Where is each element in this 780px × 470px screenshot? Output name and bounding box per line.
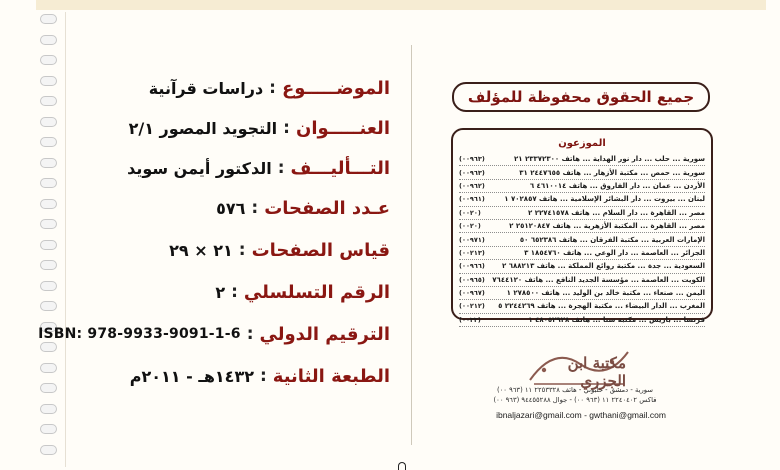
info-colon: :: [259, 366, 267, 386]
distributors-title: الموزعون: [558, 138, 606, 149]
spiral-hole: [40, 76, 57, 86]
spiral-hole: [40, 424, 57, 434]
distributor-row: [459, 166, 705, 179]
info-colon: :: [251, 198, 259, 218]
publisher-logo-text: مكتبة ابن الجزري: [567, 354, 626, 390]
distributor-entry: اليمن ... صنعاء ... مكتبة خالد بن الوليد ... هاتف ٢٧٨٥٠٠ ١: [506, 289, 705, 298]
distributors-box: [451, 128, 713, 324]
distributor-country-code: (٠٠٢٠): [459, 208, 481, 217]
rights-box: [452, 82, 710, 112]
info-label: الترقيم الدولي: [259, 323, 390, 345]
distributor-row: [459, 207, 705, 220]
spiral-hole: [40, 137, 57, 147]
spiral-binding: [40, 14, 60, 464]
distributor-country-code: (٠٠٩٦٦): [459, 262, 485, 271]
publisher-address-line-1: سورية - دمشق - حلبوني - هاتف ٢٢٥٣٣٢٨ ١١ (٩٦٣ ٠٠): [496, 386, 653, 394]
info-row: [70, 72, 390, 104]
distributor-entry: الأردن ... عمان ... دار الفاروق ... هاتف ٤٦١٠٠١٤ ٦: [529, 181, 705, 190]
publisher-address-line-2: فاكس ٢٢٤٠٤٠٢ ١١ (٩٦٣ ٠٠) - جوال ٩٤٤٥٥٢٨٨ (٩٦٣ ٠٠): [493, 396, 657, 404]
distributor-entry: المغرب ... الدار البيضاء ... مكتبة الهجرة ... هاتف ٢٢٤٤٢٦٩ ٥: [498, 302, 705, 311]
spiral-hole: [40, 342, 57, 352]
distributor-country-code: (٠٠٢١٣): [459, 248, 485, 257]
spiral-hole: [40, 383, 57, 393]
book-info-block: [38, 70, 390, 400]
spiral-hole: [40, 199, 57, 209]
distributor-country-code: (٠٠٩٦١): [459, 195, 485, 204]
info-colon: :: [238, 240, 246, 260]
page-edge-line: [65, 12, 66, 467]
info-colon: :: [283, 118, 290, 138]
info-value: ISBN: 978-9933-9091-1-6: [38, 326, 241, 342]
spiral-hole: [40, 260, 57, 270]
distributor-row: [459, 153, 705, 166]
distributor-country-code: (٠٠٩٦٧): [459, 289, 485, 298]
distributor-row: [459, 314, 705, 327]
top-strip: [36, 0, 766, 10]
spiral-hole: [40, 281, 57, 291]
info-label: عـدد الصفحات: [264, 197, 390, 219]
distributor-country-code: (٠٠٣٣): [459, 315, 481, 324]
distributors-list: [459, 153, 705, 327]
distributor-country-code: (٠٠٩٧١): [459, 235, 485, 244]
info-row: [70, 192, 390, 224]
distributor-country-code: (٠٠٩٦٣): [459, 168, 485, 177]
info-label: الرقم التسلسلي: [243, 281, 390, 303]
spiral-hole: [40, 445, 57, 455]
distributor-entry: سورية ... حلب ... دار نور الهداية ... هاتف ٢٣٣٧٢٣٠٠ ٢١: [513, 155, 705, 164]
distributor-country-code: (٠٠٢٠): [459, 222, 481, 231]
distributor-row: [459, 193, 705, 206]
distributor-entry: فرنسا ... باريس ... مكتبة سنا ... هاتف ٤٨٠٥٢٩٢٨ ١: [528, 315, 705, 324]
rights-text: جميع الحقوق محفوظة للمؤلف: [467, 88, 695, 106]
spiral-hole: [40, 158, 57, 168]
info-colon: :: [246, 324, 254, 344]
spiral-hole: [40, 35, 57, 45]
info-label: التـــأليـــف: [290, 157, 390, 179]
spiral-hole: [40, 96, 57, 106]
page-number-mark: [398, 462, 406, 470]
info-row: [70, 112, 390, 144]
distributor-entry: الجزائر ... العاصمة ... دار الوعي ... هاتف ١٨٥٤٧٦٠ ٣: [524, 248, 705, 257]
info-label: قياس الصفحات: [251, 239, 390, 261]
info-colon: :: [269, 78, 276, 98]
info-colon: :: [231, 282, 238, 302]
distributor-entry: لبنان ... بيروت ... دار البشائر الإسلامية ... هاتف ٧٠٢٨٥٧ ١: [504, 195, 705, 204]
info-value: ١٤٣٢هـ - ٢٠١١م: [129, 366, 254, 386]
distributor-row: [459, 233, 705, 246]
distributor-row: [459, 220, 705, 233]
distributor-country-code: (٠٠٩٦٣): [459, 155, 485, 164]
distributor-entry: مصر ... القاهرة ... دار السلام ... هاتف ٢٢٧٤١٥٧٨ ٢: [527, 208, 705, 217]
distributor-row: [459, 300, 705, 313]
info-colon: :: [277, 158, 285, 178]
distributor-row: [459, 247, 705, 260]
distributor-entry: مصر ... القاهرة ... المكتبة الأزهرية ... هاتف ٢٥١٢٠٨٤٧ ٢: [509, 222, 705, 231]
distributor-row: [459, 287, 705, 300]
distributor-row: [459, 274, 705, 287]
distributor-entry: سورية ... حمص ... مكتبة الأزهار ... هاتف ٢٤٤٧٦٥٥ ٣١: [519, 168, 705, 177]
spiral-hole: [40, 117, 57, 127]
distributor-country-code: (٠٠٢١٢): [459, 302, 485, 311]
info-row: [70, 152, 390, 184]
distributor-country-code: (٠٠٩٦٥): [459, 275, 485, 284]
spiral-hole: [40, 301, 57, 311]
info-value: الدكتور أيمن سويد: [127, 158, 272, 178]
info-value: التجويد المصور ٢/١: [128, 118, 278, 138]
fold-line: [411, 45, 412, 445]
distributor-row: [459, 260, 705, 273]
info-label: الطبعة الثانية: [272, 365, 390, 387]
spiral-hole: [40, 240, 57, 250]
info-value: ٢: [215, 282, 226, 302]
publisher-emails: ibnaljazari@gmail.com - gwthani@gmail.com: [496, 410, 666, 420]
spiral-hole: [40, 178, 57, 188]
info-value: ٥٧٦: [216, 198, 246, 218]
info-value: دراسات قرآنية: [148, 78, 264, 98]
distributor-entry: السعودية ... جدة ... مكتبة روائع المملكة ... هاتف ٦٨٨٢١٣ ٢: [502, 262, 705, 271]
spiral-hole: [40, 55, 57, 65]
info-row: [38, 318, 390, 350]
distributor-country-code: (٠٠٩٦٢): [459, 181, 485, 190]
publisher-logo: [524, 340, 634, 388]
distributor-entry: الكويت ... العاصمة ... مؤسسة الجديد النافع ... هاتف ٧٦٤٤١٢٠: [492, 275, 705, 284]
info-row: [70, 234, 390, 266]
info-row: [70, 276, 390, 308]
spiral-hole: [40, 404, 57, 414]
distributor-row: [459, 180, 705, 193]
spiral-hole: [40, 219, 57, 229]
info-row: [70, 360, 390, 392]
distributor-entry: الإمارات العربية ... مكتبة الفرقان ... هاتف ٦٥٢٣٨٦ ٥٠: [519, 235, 705, 244]
info-label: الموضـــــوع: [281, 77, 390, 99]
spiral-hole: [40, 363, 57, 373]
info-label: العنـــــوان: [295, 117, 390, 139]
spiral-hole: [40, 14, 57, 24]
info-value: ٢١ × ٢٩: [169, 240, 233, 260]
